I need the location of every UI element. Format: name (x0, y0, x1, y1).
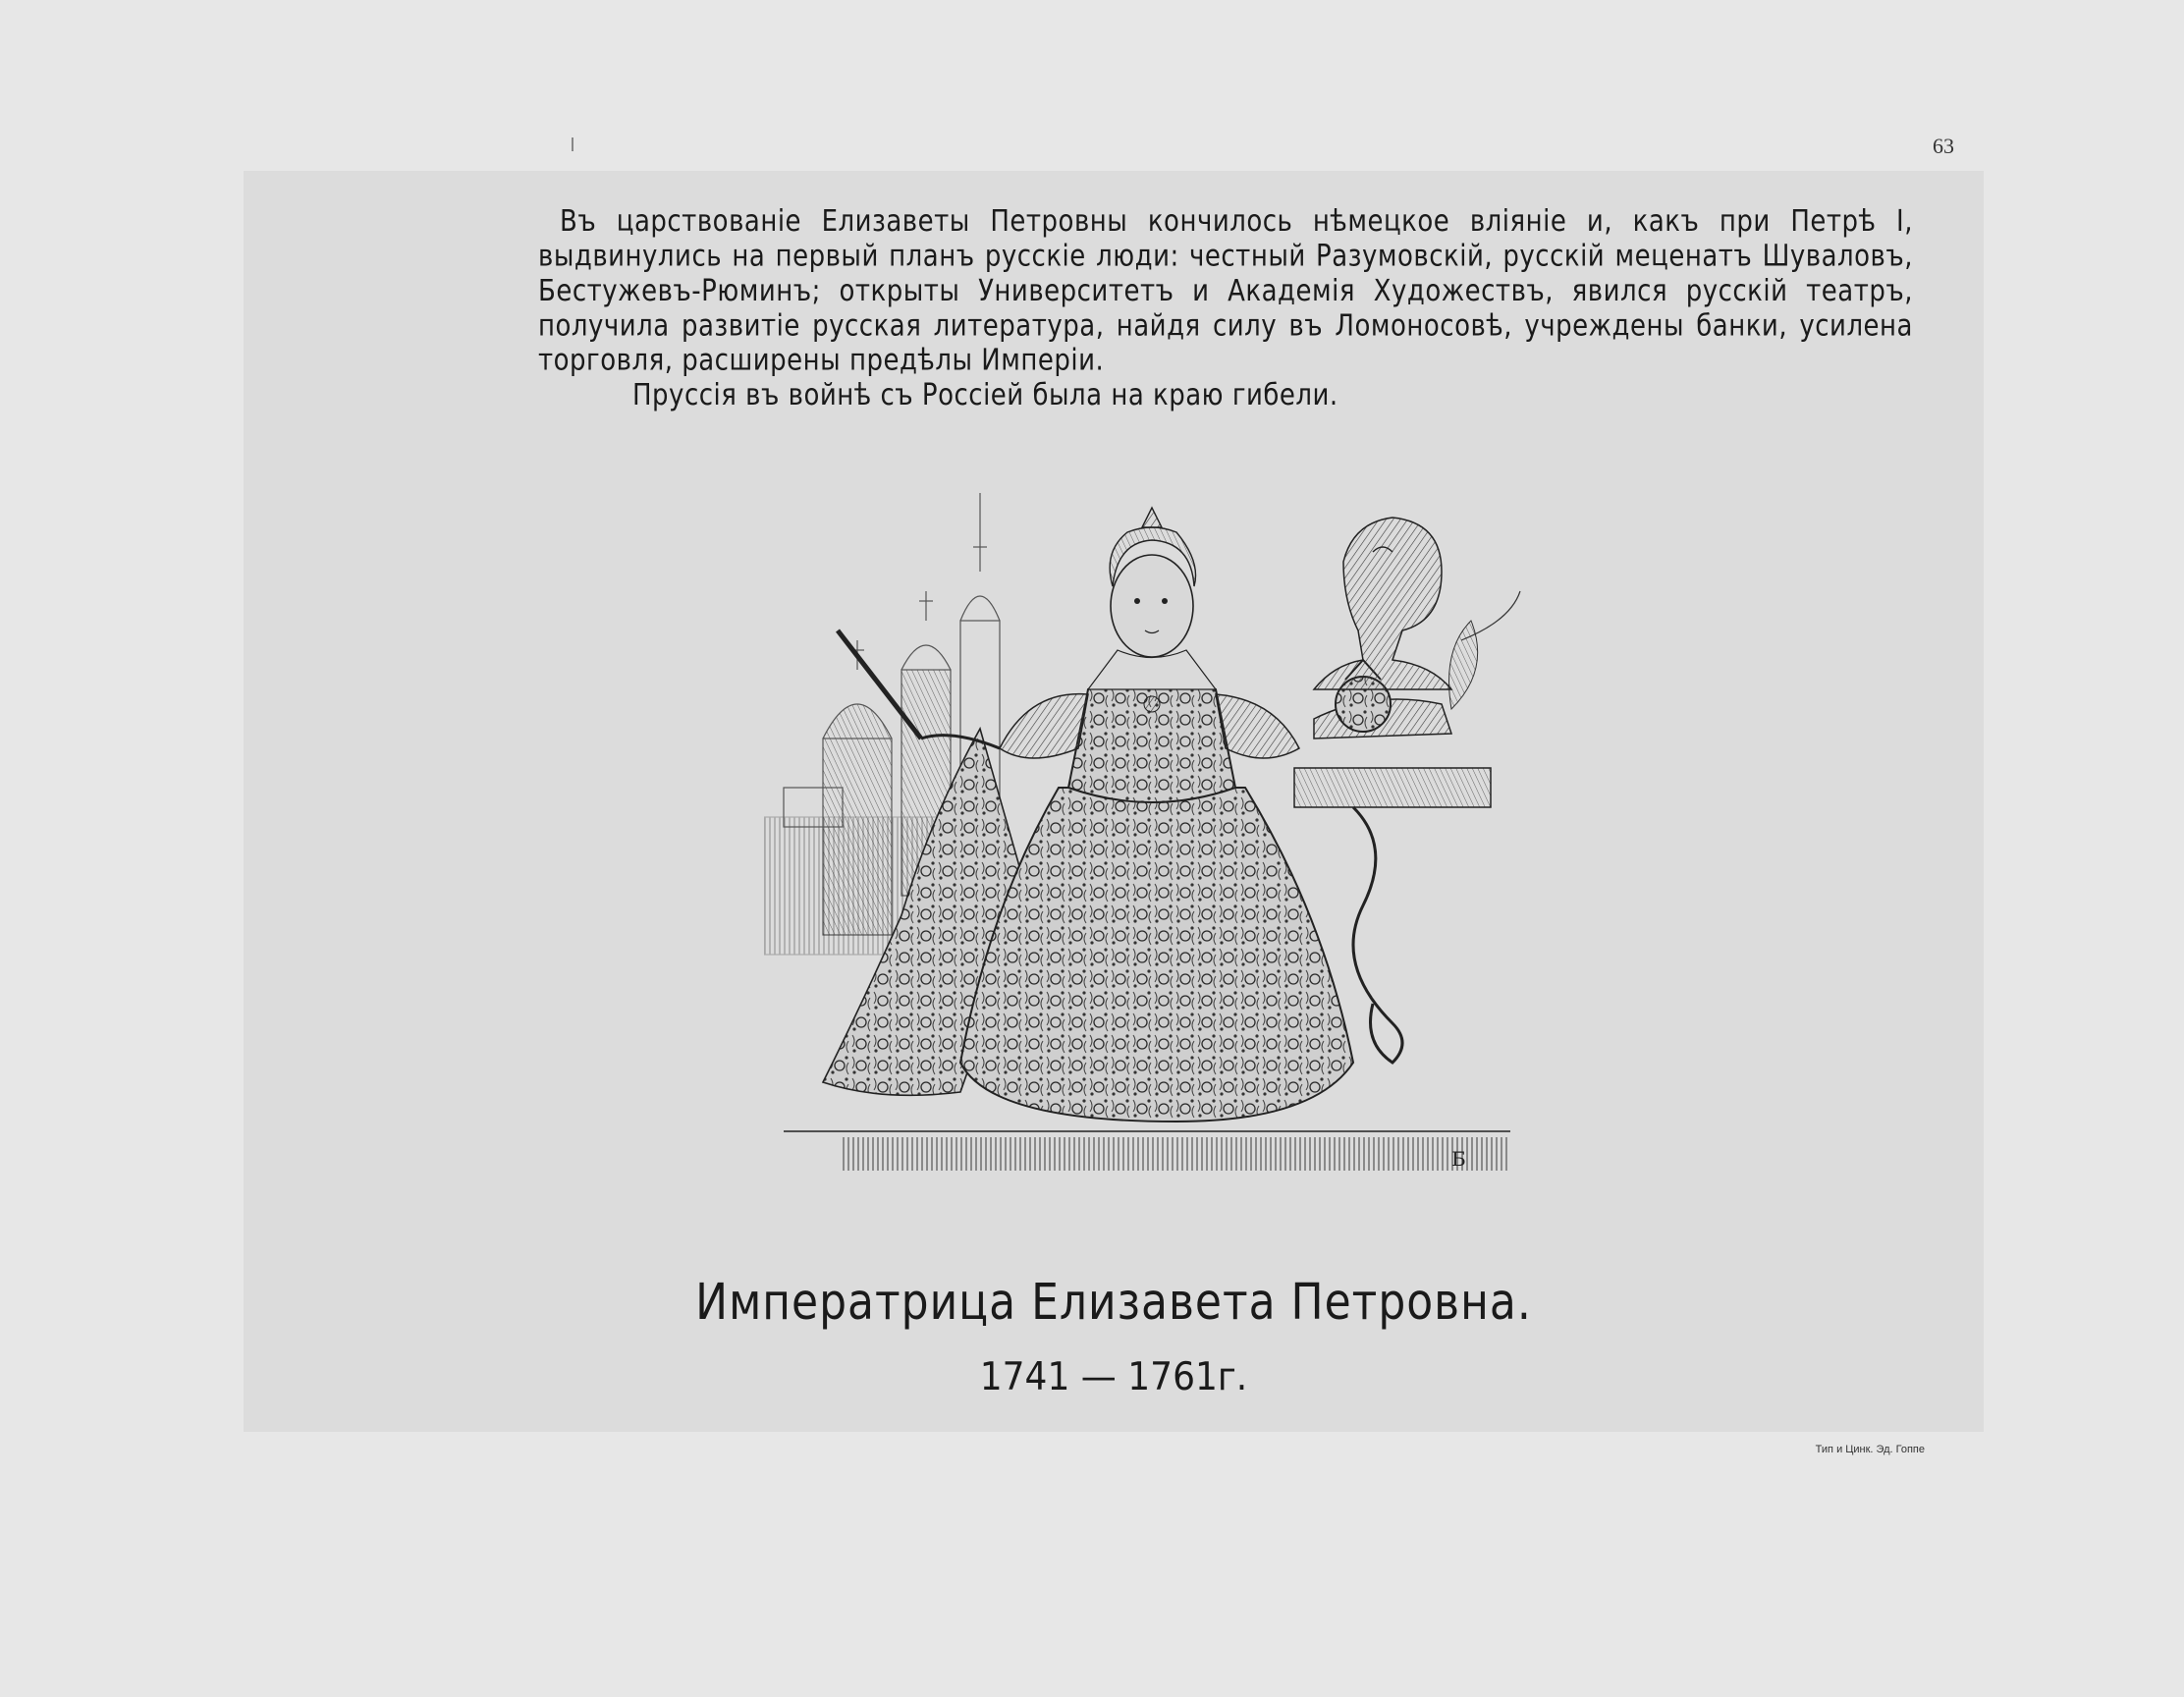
intro-paragraph: Въ царствованіе Елизаветы Петровны кончилось нѣмецкое вліяніе и, какъ при Петрѣ I, выдвинулись на первый планъ русскіе люди: честный Разумовскій, русскій меценатъ Шуваловъ, Бестужевъ-Рюминъ; открыты Университетъ и Академія Художествъ, явился русскій театръ, получила развитіе русская литература, найдя силу въ Ломоносовѣ, учреждены банки, усилена торговля, расширены предѣлы Имперіи. (538, 204, 1913, 378)
engraving-illustration (764, 493, 1736, 1210)
bust-of-peter (1314, 518, 1451, 689)
artist-monogram: Б (1451, 1147, 1466, 1171)
caption-title: Императрица Елизавета Петровна. (695, 1274, 1532, 1332)
printer-imprint: Тип и Цинк. Эд. Гоппе (1815, 1444, 1925, 1455)
margin-mark (572, 137, 573, 151)
printed-plate (244, 171, 1984, 1432)
intro-paragraph-prussia: Пруссія въ войнѣ съ Россіей была на краю гибели. (632, 378, 1338, 413)
caption-dates: 1741 — 1761г. (979, 1354, 1248, 1400)
floor-base (784, 1131, 1510, 1171)
crown (1142, 508, 1162, 527)
intro-text (538, 204, 1913, 412)
page-number: 63 (1933, 134, 1954, 158)
